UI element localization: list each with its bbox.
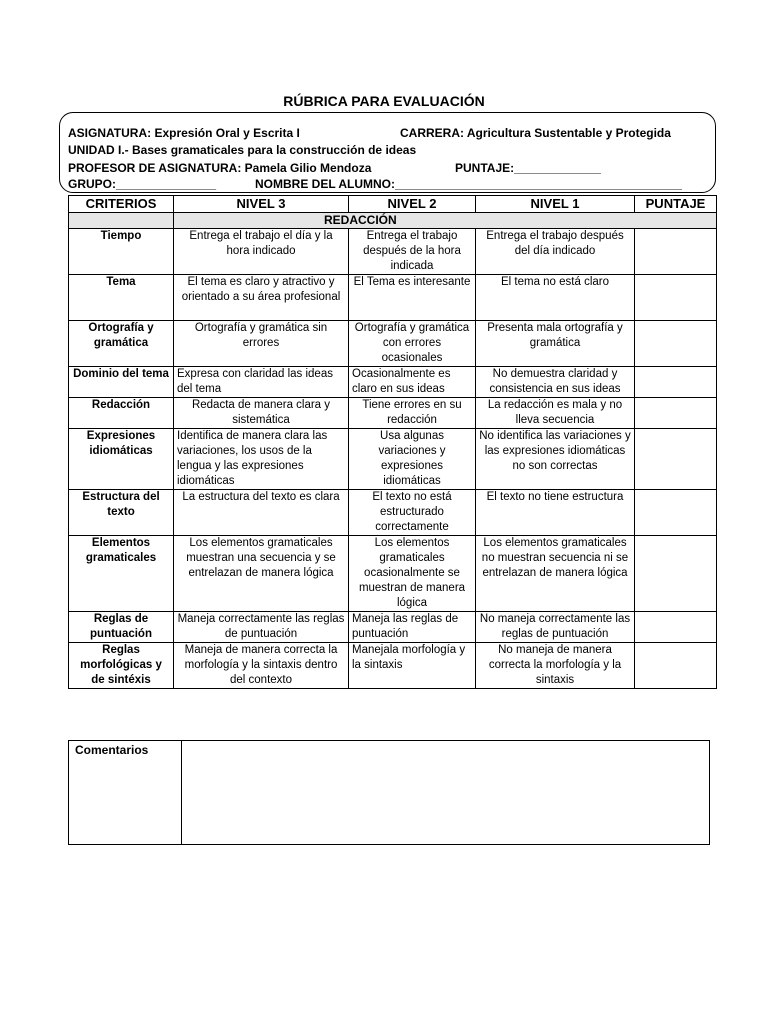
section-row (69, 213, 717, 229)
criterio-cell: Dominio del tema (69, 367, 174, 398)
column-header-puntaje: PUNTAJE (635, 196, 717, 213)
puntaje-field[interactable]: PUNTAJE:_____________ (455, 161, 601, 175)
nivel-1-cell: Entrega el trabajo después del día indicado (476, 229, 635, 275)
nivel-1-cell: La redacción es mala y no lleva secuencia (476, 398, 635, 429)
column-header-criterios: CRITERIOS (69, 196, 174, 213)
nivel-2-cell: Entrega el trabajo después de la hora indicada (349, 229, 476, 275)
nivel-2-cell: Usa algunas variaciones y expresiones idiomáticas (349, 429, 476, 490)
table-row (69, 229, 717, 275)
nivel-3-cell: Identifica de manera clara las variaciones, los usos de la lengua y las expresiones idiomáticas (174, 429, 349, 490)
column-header-nivel-3: NIVEL 3 (174, 196, 349, 213)
nivel-3-cell: Redacta de manera clara y sistemática (174, 398, 349, 429)
puntaje-cell[interactable] (635, 536, 717, 612)
nivel-3-cell: Entrega el trabajo el día y la hora indicado (174, 229, 349, 275)
table-row (69, 275, 717, 321)
asignatura-label: ASIGNATURA: Expresión Oral y Escrita I (68, 126, 300, 140)
alumno-field[interactable]: NOMBRE DEL ALUMNO:___________________________________________ (255, 177, 682, 191)
puntaje-cell[interactable] (635, 229, 717, 275)
puntaje-cell[interactable] (635, 612, 717, 643)
nivel-2-cell: Los elementos gramaticales ocasionalmente se muestran de manera lógica (349, 536, 476, 612)
comments-label: Comentarios (69, 741, 182, 845)
puntaje-cell[interactable] (635, 275, 717, 321)
carrera-label: CARRERA: Agricultura Sustentable y Protegida (400, 126, 671, 140)
table-row (69, 321, 717, 367)
puntaje-cell[interactable] (635, 367, 717, 398)
puntaje-cell[interactable] (635, 321, 717, 367)
nivel-2-cell: El texto no está estructurado correctamente (349, 490, 476, 536)
comments-table (68, 740, 710, 845)
criterio-cell: Estructura del texto (69, 490, 174, 536)
nivel-2-cell: Maneja las reglas de puntuación (349, 612, 476, 643)
table-row (69, 429, 717, 490)
profesor-label: PROFESOR DE ASIGNATURA: Pamela Gilio Mendoza (68, 161, 372, 175)
criterio-cell: Elementos gramaticales (69, 536, 174, 612)
nivel-2-cell: Manejala morfología y la sintaxis (349, 643, 476, 689)
nivel-3-cell: Expresa con claridad las ideas del tema (174, 367, 349, 398)
column-header-nivel-2: NIVEL 2 (349, 196, 476, 213)
nivel-1-cell: Presenta mala ortografía y gramática (476, 321, 635, 367)
nivel-1-cell: No maneja de manera correcta la morfología y la sintaxis (476, 643, 635, 689)
criterio-cell: Redacción (69, 398, 174, 429)
table-row (69, 536, 717, 612)
criterio-cell: Tema (69, 275, 174, 321)
page-title: RÚBRICA PARA EVALUACIÓN (283, 93, 485, 109)
criterio-cell: Reglas de puntuación (69, 612, 174, 643)
criterio-cell: Ortografía y gramática (69, 321, 174, 367)
criterio-cell: Expresiones idiomáticas (69, 429, 174, 490)
table-row (69, 398, 717, 429)
table-row (69, 612, 717, 643)
column-header-nivel-1: NIVEL 1 (476, 196, 635, 213)
criterio-cell: Tiempo (69, 229, 174, 275)
grupo-field[interactable]: GRUPO:_______________ (68, 177, 217, 191)
table-header-row (69, 196, 717, 213)
nivel-1-cell: No demuestra claridad y consistencia en sus ideas (476, 367, 635, 398)
table-row (69, 367, 717, 398)
table-row (69, 490, 717, 536)
nivel-1-cell: El texto no tiene estructura (476, 490, 635, 536)
nivel-3-cell: La estructura del texto es clara (174, 490, 349, 536)
puntaje-cell[interactable] (635, 398, 717, 429)
nivel-1-cell: Los elementos gramaticales no muestran secuencia ni se entrelazan de manera lógica (476, 536, 635, 612)
nivel-2-cell: El Tema es interesante (349, 275, 476, 321)
nivel-2-cell: Ocasionalmente es claro en sus ideas (349, 367, 476, 398)
criterio-cell: Reglas morfológicas y de sintéxis (69, 643, 174, 689)
nivel-1-cell: No identifica las variaciones y las expresiones idiomáticas no son correctas (476, 429, 635, 490)
unidad-label: UNIDAD I.- Bases gramaticales para la construcción de ideas (68, 143, 417, 157)
rubric-table (68, 195, 717, 689)
comments-field[interactable] (182, 741, 710, 845)
nivel-3-cell: El tema es claro y atractivo y orientado a su área profesional (174, 275, 349, 321)
nivel-3-cell: Maneja de manera correcta la morfología y la sintaxis dentro del contexto (174, 643, 349, 689)
nivel-2-cell: Ortografía y gramática con errores ocasionales (349, 321, 476, 367)
nivel-3-cell: Ortografía y gramática sin errores (174, 321, 349, 367)
section-title: REDACCIÓN (174, 213, 717, 229)
puntaje-cell[interactable] (635, 490, 717, 536)
puntaje-cell[interactable] (635, 429, 717, 490)
table-row (69, 643, 717, 689)
nivel-3-cell: Maneja correctamente las reglas de puntuación (174, 612, 349, 643)
puntaje-cell[interactable] (635, 643, 717, 689)
nivel-3-cell: Los elementos gramaticales muestran una secuencia y se entrelazan de manera lógica (174, 536, 349, 612)
nivel-1-cell: No maneja correctamente las reglas de puntuación (476, 612, 635, 643)
nivel-1-cell: El tema no está claro (476, 275, 635, 321)
nivel-2-cell: Tiene errores en su redacción (349, 398, 476, 429)
